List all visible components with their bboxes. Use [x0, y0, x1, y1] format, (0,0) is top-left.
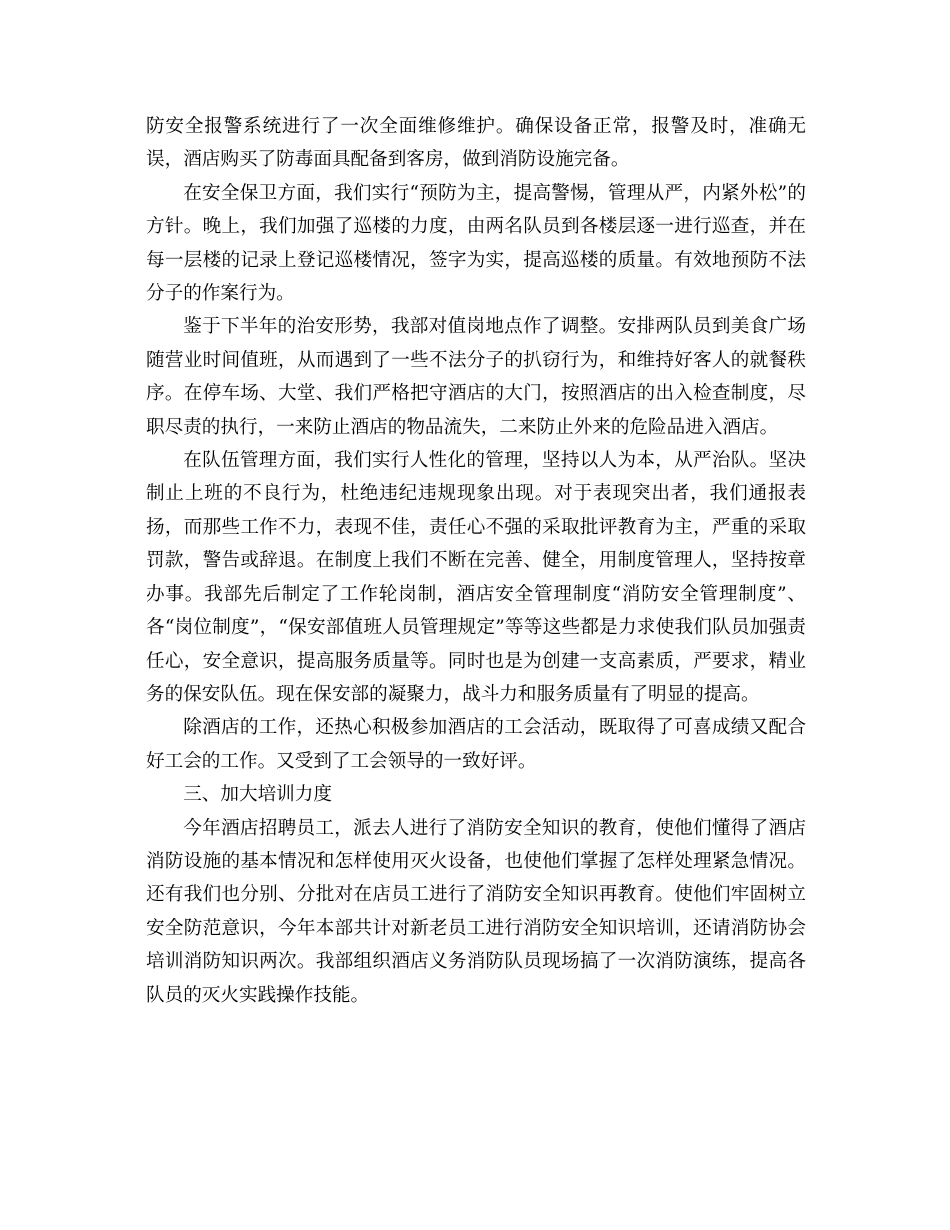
paragraph-3: 鉴于下半年的治安形势，我部对值岗地点作了调整。安排两队员到美食广场随营业时间值班，从而遇到了一些不法分子的扒窃行为，和维持好客人的就餐秩序。在停车场、大堂、我们严格把守酒店的大门，按照酒店的出入检查制度，尽职尽责的执行，一来防止酒店的物品流失，二来防止外来的危险品进入酒店。 [146, 316, 806, 438]
document-body [146, 110, 806, 1012]
paragraph-5: 除酒店的工作，还热心积极参加酒店的工会活动，既取得了可喜成绩又配合好工会的工作。又受到了工会领导的一致好评。 [146, 717, 806, 772]
paragraph-1: 防安全报警系统进行了一次全面维修维护。确保设备正常，报警及时，准确无误，酒店购买了防毒面具配备到客房，做到消防设施完备。 [146, 116, 806, 171]
section-heading: 三、加大培训力度 [183, 784, 332, 806]
paragraph-2: 在安全保卫方面，我们实行“预防为主，提高警惕，管理从严，内紧外松”的方针。晚上，我们加强了巡楼的力度，由两名队员到各楼层逐一进行巡查，并在每一层楼的记录上登记巡楼情况，签字为实，提高巡楼的质量。有效地预防不法分子的作案行为。 [146, 182, 806, 305]
paragraph-7: 今年酒店招聘员工，派去人进行了消防安全知识的教育，使他们懂得了酒店消防设施的基本情况和怎样使用灭火设备，也使他们掌握了怎样处理紧急情况。还有我们也分别、分批对在店员工进行了消防安全知识再教育。使他们牢固树立安全防范意识，今年本部共计对新老员工进行消防安全知识培训，还请消防协会培训消防知识两次。我部组织酒店义务消防队员现场搞了一次消防演练，提高各队员的灭火实践操作技能。 [146, 817, 806, 1006]
paragraph-4: 在队伍管理方面，我们实行人性化的管理，坚持以人为本，从严治队。坚决制止上班的不良行为，杜绝违纪违规现象出现。对于表现突出者，我们通报表扬，而那些工作不力，表现不佳，责任心不强的采取批评教育为主，严重的采取罚款，警告或辞退。在制度上我们不断在完善、健全，用制度管理人，坚持按章办事。我部先后制定了工作轮岗制，酒店安全管理制度“消防安全管理制度”、各“岗位制度”，“保安部值班人员管理规定”等等这些都是力求使我们队员加强责任心，安全意识，提高服务质量等。同时也是为创建一支高素质，严要求，精业务的保安队伍。现在保安部的凝聚力，战斗力和服务质量有了明显的提高。 [146, 450, 806, 705]
